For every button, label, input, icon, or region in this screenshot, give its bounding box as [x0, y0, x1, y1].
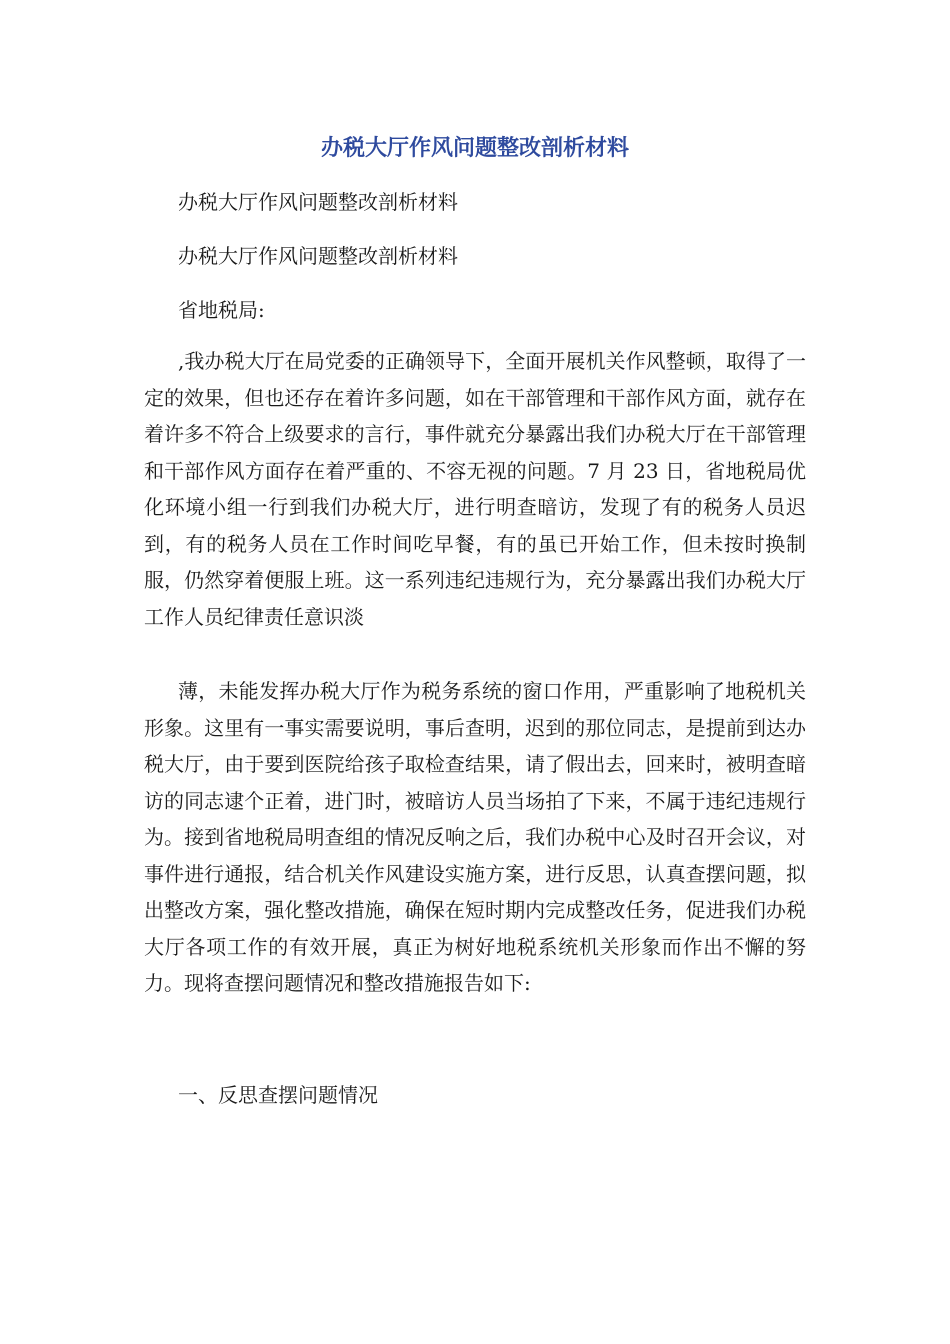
document-title: 办税大厅作风问题整改剖析材料 [320, 136, 629, 161]
paragraph-intro: ,我办税大厅在局党委的正确领导下，全面开展机关作风整顿，取得了一定的效果，但也还存在着许多问题，如在干部管理和干部作风方面，就存在着许多不符合上级要求的言行，事件就充分暴露出我们办税大厅在干部管理和干部作风方面存在着严重的、不容无视的问题。7 月 23 日，省地税局优化环境小组一行到我们办税大厅，进行明查暗访，发现了有的税务人员迟到，有的税务人员在工作时间吃早餐，有的虽已开始工作，但未按时换制服，仍然穿着便服上班。这一系列违纪违规行为，充分暴露出我们办税大厅工作人员纪律责任意识淡 [144, 349, 806, 629]
document-subtitle: 办税大厅作风问题整改剖析材料 [178, 190, 458, 214]
section-heading: 一、反思查摆问题情况 [178, 1083, 378, 1107]
salutation: 省地税局: [178, 298, 265, 322]
paragraph-findings: 薄，未能发挥办税大厅作为税务系统的窗口作用，严重影响了地税机关形象。这里有一事实需要说明，事后查明，迟到的那位同志，是提前到达办税大厅，由于要到医院给孩子取检查结果，请了假出去，回来时，被明查暗访的同志逮个正着，进门时，被暗访人员当场拍了下来，不属于违纪违规行为。接到省地税局明查组的情况反响之后，我们办税中心及时召开会议，对事件进行通报，结合机关作风建设实施方案，进行反思，认真查摆问题，拟出整改方案，强化整改措施，确保在短时期内完成整改任务，促进我们办税大厅各项工作的有效开展，真正为树好地税系统机关形象而作出不懈的努力。现将查摆问题情况和整改措施报告如下: [144, 679, 806, 995]
document-subtitle-repeat: 办税大厅作风问题整改剖析材料 [178, 244, 458, 268]
